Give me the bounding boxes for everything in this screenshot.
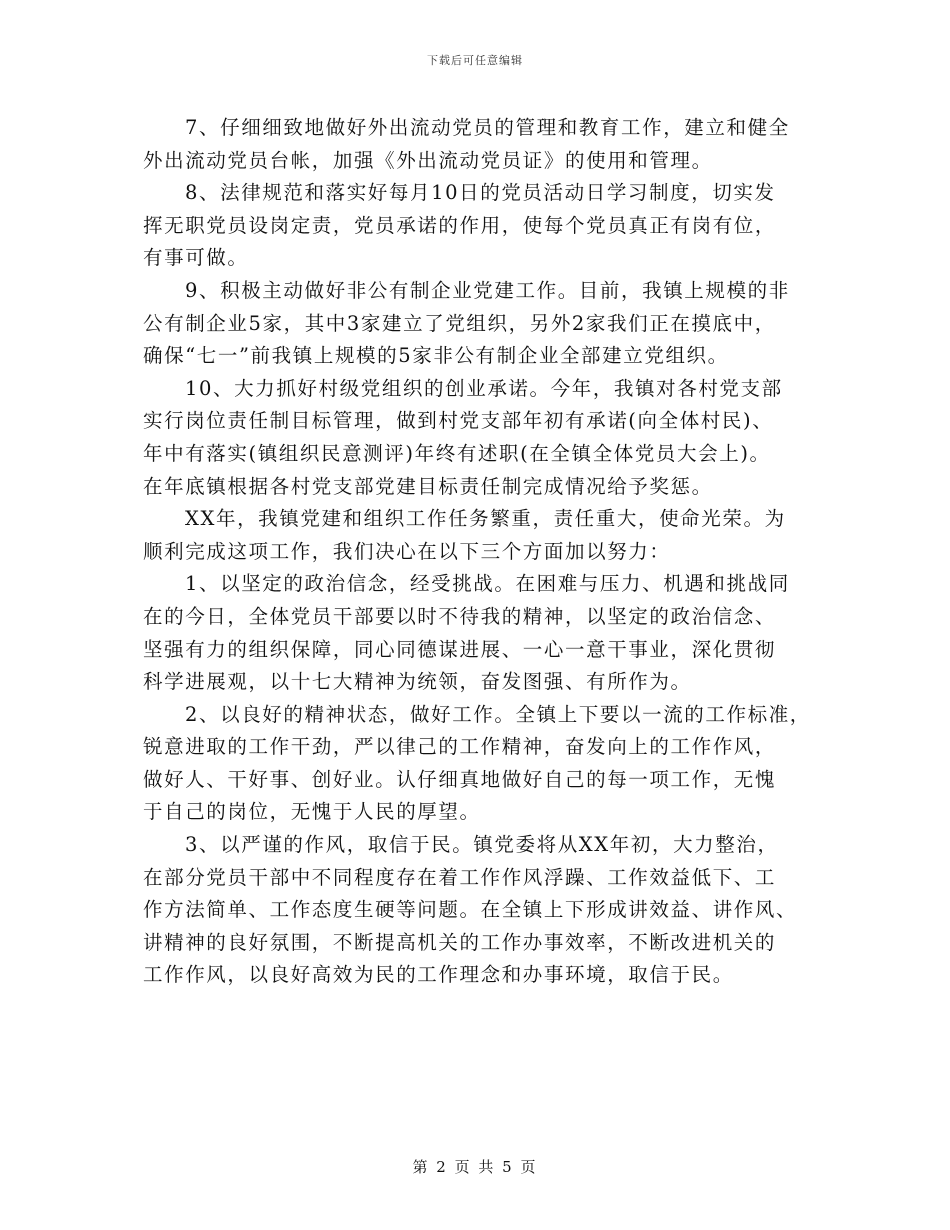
text-line: 10、大力抓好村级党组织的创业承诺。今年，我镇对各村党支部 (185, 376, 783, 400)
text-line: 工作作风，以良好高效为民的工作理念和办事环境，取信于民。 (143, 963, 734, 987)
text-line: 坚强有力的组织保障，同心同德谋进展、一心一意干事业，深化贯彻 (143, 637, 777, 661)
text-line: 于自己的岗位，无愧于人民的厚望。 (143, 800, 481, 824)
text-line: 顺利完成这项工作，我们决心在以下三个方面加以努力： (143, 539, 671, 563)
text-line: 公有制企业5家，其中3家建立了党组织，另外2家我们正在摸底中， (143, 311, 776, 335)
text-line: 3、以严谨的作风，取信于民。镇党委将从XX年初，大力整治， (185, 833, 779, 857)
text-line: 8、法律规范和落实好每月10日的党员活动日学习制度，切实发 (185, 181, 776, 205)
text-line: 7、仔细细致地做好外出流动党员的管理和教育工作，建立和健全 (185, 116, 790, 139)
text-line: 1、以坚定的政治信念，经受挑战。在困难与压力、机遇和挑战同 (185, 572, 790, 596)
text-line: 挥无职党员设岗定责，党员承诺的作用，使每个党员真正有岗有位， (143, 213, 777, 237)
text-line: 科学进展观，以十七大精神为统领，奋发图强、有所作为。 (143, 670, 692, 694)
text-line: 确保“七一”前我镇上规模的5家非公有制企业全部建立党组织。 (143, 344, 729, 368)
text-line: XX年，我镇党建和组织工作任务繁重，责任重大，使命光荣。为 (185, 507, 786, 531)
page-number-footer: 第 2 页 共 5 页 (412, 1158, 538, 1176)
text-line: 有事可做。 (143, 246, 249, 270)
text-line: 讲精神的良好氛围，不断提高机关的工作办事效率，不断改进机关的 (143, 930, 777, 954)
text-line: 锐意进取的工作干劲，严以律己的工作精神，奋发向上的工作作风， (143, 735, 777, 759)
text-line: 2、以良好的精神状态，做好工作。全镇上下要以一流的工作标准， (185, 702, 811, 726)
text-line: 做好人、干好事、创好业。认仔细真地做好自己的每一项工作，无愧 (143, 767, 777, 791)
document-body (143, 112, 828, 992)
text-line: 实行岗位责任制目标管理，做到村党支部年初有承诺(向全体村民)、 (143, 409, 774, 433)
text-line: 外出流动党员台帐，加强《外出流动党员证》的使用和管理。 (143, 148, 713, 172)
text-line: 在部分党员干部中不同程度存在着工作作风浮躁、工作效益低下、工 (143, 865, 777, 889)
text-line: 在的今日，全体党员干部要以时不待我的精神，以坚定的政治信念、 (143, 604, 777, 628)
text-line: 年中有落实(镇组织民意测评)年终有述职(在全镇全体党员大会上)。 (143, 441, 771, 465)
text-line: 作方法简单、工作态度生硬等问题。在全镇上下形成讲效益、讲作风、 (143, 898, 798, 922)
page-header: 下载后可任意编辑 (427, 54, 523, 67)
text-line: 在年底镇根据各村党支部党建目标责任制完成情况给予奖惩。 (143, 474, 713, 498)
text-line: 9、积极主动做好非公有制企业党建工作。目前，我镇上规模的非 (185, 278, 790, 302)
